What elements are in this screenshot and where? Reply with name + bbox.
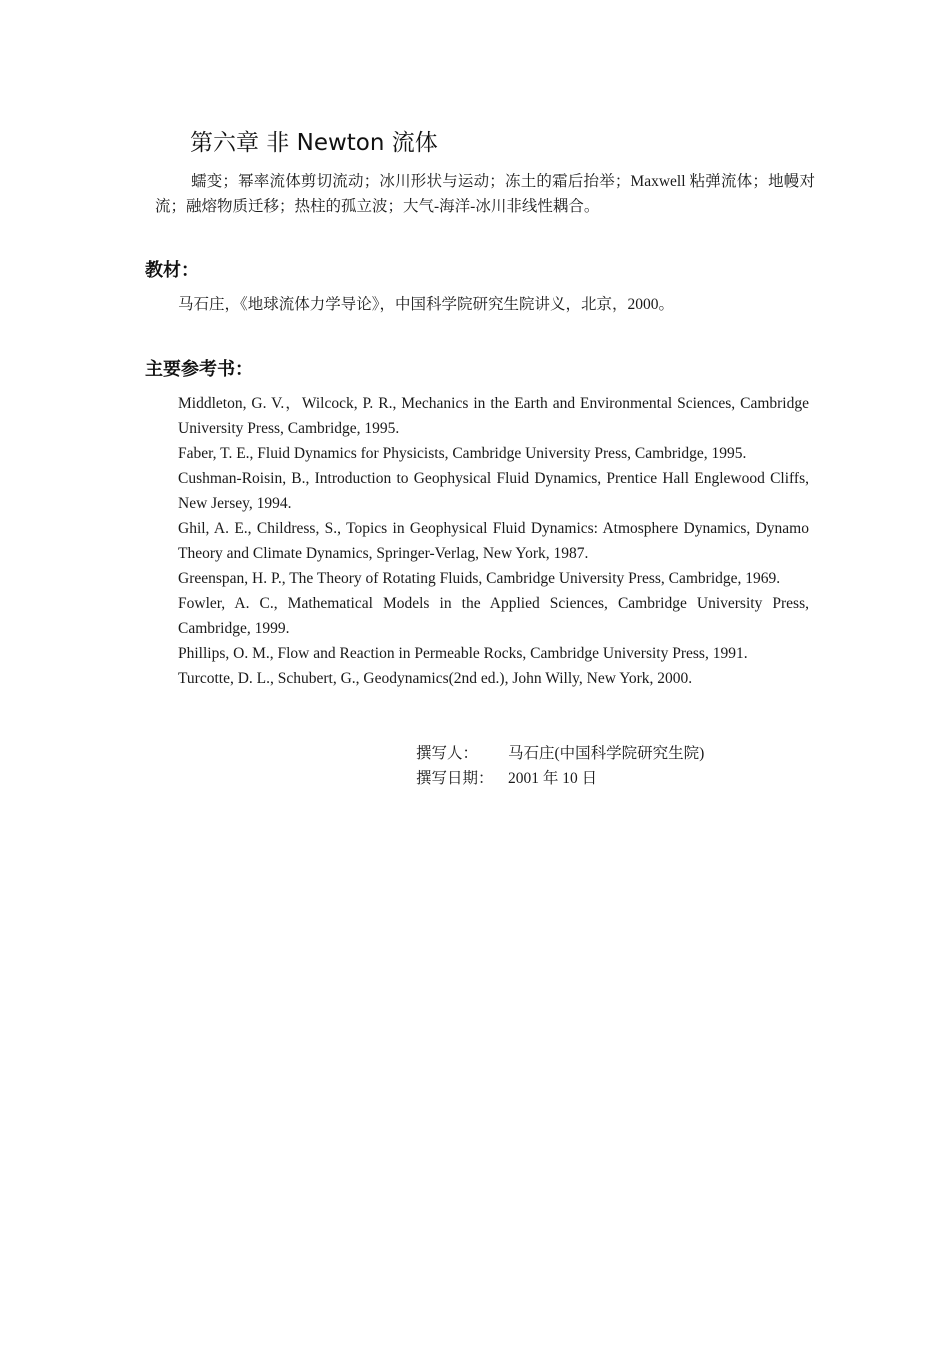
writer-value: 马石庄(中国科学院研究生院)	[508, 745, 705, 762]
chapter-summary: 蠕变；幂率流体剪切流动；冰川形状与运动；冻土的霜后抬举；Maxwell 粘弹流体；地幔对流；融熔物质迁移；热柱的孤立波；大气-海洋-冰川非线性耦合。	[155, 173, 815, 215]
author-block	[416, 741, 704, 791]
date-line	[416, 766, 704, 791]
chapter-title: 第六章 非 Newton 流体	[190, 130, 438, 156]
writer-line	[416, 741, 704, 766]
textbook-heading: 教材：	[145, 260, 199, 281]
reference-item: Cushman-Roisin, B., Introduction to Geophysical Fluid Dynamics, Prentice Hall Englewood Cliffs, New Jersey, 1994.	[178, 470, 809, 512]
textbook-entry: 马石庄，《地球流体力学导论》，中国科学院研究生院讲义，北京，2000。	[178, 296, 675, 313]
date-value: 2001 年 10 日	[508, 770, 598, 787]
reference-item: Greenspan, H. P., The Theory of Rotating Fluids, Cambridge University Press, Cambridge, 1969.	[178, 570, 781, 587]
reference-list	[178, 391, 809, 691]
reference-item: Phillips, O. M., Flow and Reaction in Permeable Rocks, Cambridge University Press, 1991.	[178, 645, 748, 662]
reference-item: Middleton, G. V.，Wilcock, P. R., Mechanics in the Earth and Environmental Sciences, Cambridge University Press, Cambridge, 1995.	[178, 395, 809, 437]
date-label: 撰写日期：	[416, 770, 494, 787]
reference-item: Ghil, A. E., Childress, S., Topics in Geophysical Fluid Dynamics: Atmosphere Dynamics, Dynamo Theory and Climate Dynamics, Springer-Verlag, New York, 1987.	[178, 520, 809, 562]
reference-item: Fowler, A. C., Mathematical Models in the Applied Sciences, Cambridge University Press, Cambridge, 1999.	[178, 595, 809, 637]
reference-item: Faber, T. E., Fluid Dynamics for Physicists, Cambridge University Press, Cambridge, 1995.	[178, 445, 747, 462]
references-heading: 主要参考书：	[145, 359, 253, 380]
writer-label: 撰写人：	[416, 745, 479, 762]
reference-item: Turcotte, D. L., Schubert, G., Geodynamics(2nd ed.), John Willy, New York, 2000.	[178, 670, 693, 687]
